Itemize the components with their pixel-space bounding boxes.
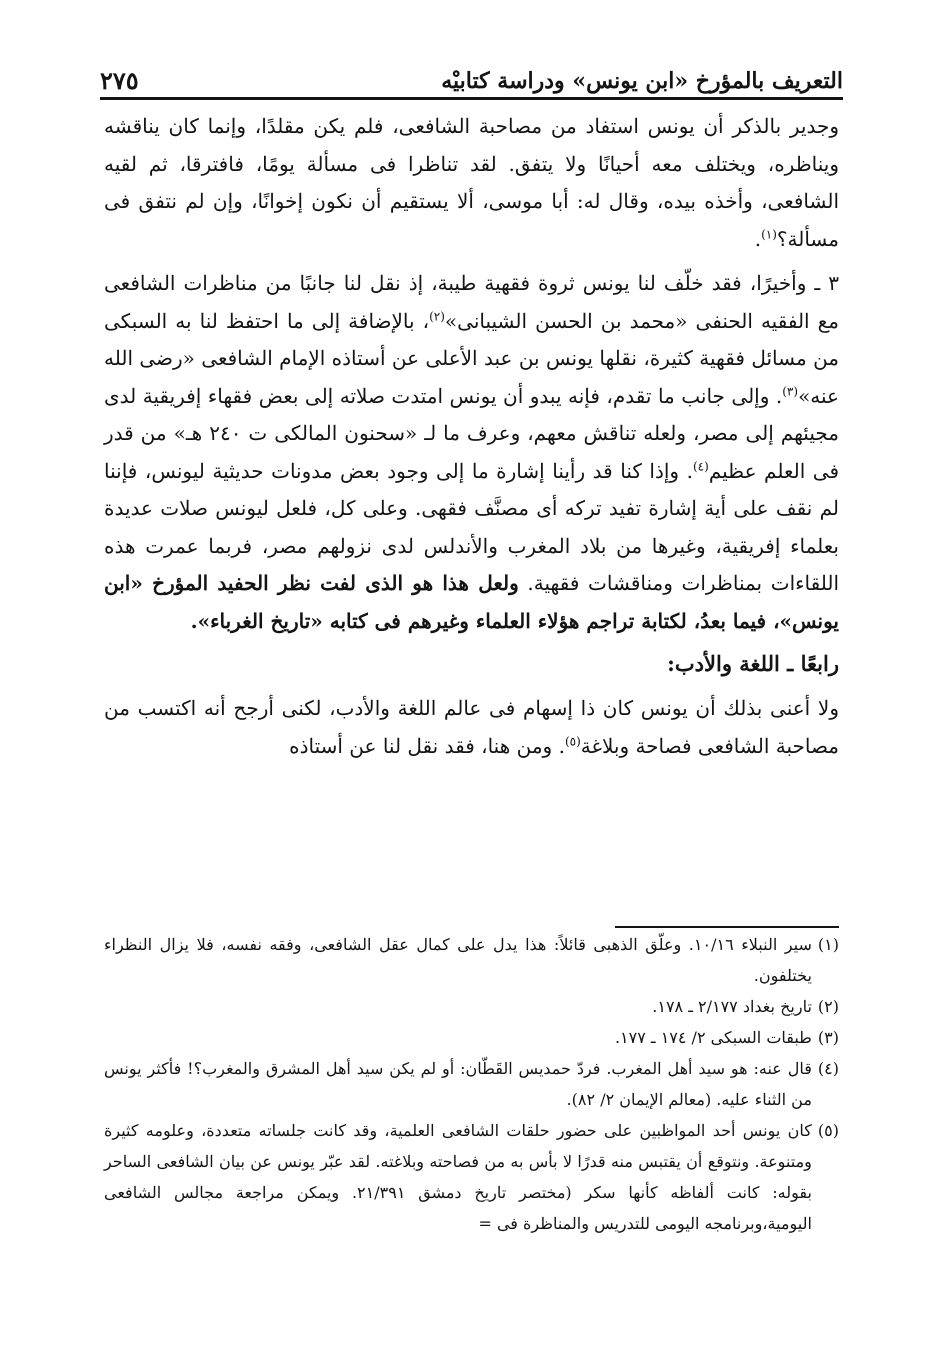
section-heading: رابعًا ـ اللغة والأدب: bbox=[667, 651, 839, 676]
paragraph-1-end: . bbox=[754, 226, 762, 251]
footnote-number: (٢) bbox=[817, 997, 839, 1016]
footnote-text: قال عنه: هو سيد أهل المغرب. فردّ حمديس القَطّان: أو لم يكن سيد أهل المشرق والمغرب؟! فأكثر يونس من الثناء عليه. (معالم الإيمان ٢/ ٨٢). bbox=[104, 1059, 812, 1109]
footnotes bbox=[104, 929, 839, 1239]
body-text bbox=[104, 108, 839, 765]
header-rule bbox=[100, 97, 843, 100]
footnote-ref-4: (٤) bbox=[692, 458, 709, 473]
footnote-text: سير النبلاء ١٠/١٦. وعلّق الذهبى قائلاً: هذا يدل على كمال عقل الشافعى، وفقه نفسه، فلا يزال النظراء يختلفون. bbox=[104, 935, 812, 985]
footnote-text: طبقات السبكى ٢/ ١٧٤ ـ ١٧٧. bbox=[614, 1028, 812, 1047]
footnote-number: (١) bbox=[817, 935, 839, 954]
footnote-2 bbox=[104, 991, 839, 1022]
footnote-4 bbox=[104, 1053, 839, 1115]
footnote-ref-2: (٢) bbox=[429, 308, 445, 323]
paragraph-1 bbox=[104, 108, 839, 258]
paragraph-2-text-c: . وإلى جانب ما تقدم، فإنه يبدو أن يونس امتدت صلاته إلى بعض فقهاء إفريقية لدى مجيئهم إلى مصر، ولعله تناقش معهم، وعرف ما لـ «سحنون المالكى ت ٢٤٠ هـ» من قدر فى العلم عظيم bbox=[104, 383, 839, 483]
footnote-separator bbox=[615, 926, 839, 928]
footnote-5 bbox=[104, 1115, 839, 1239]
paragraph-2 bbox=[104, 265, 839, 640]
paragraph-3-end: . ومن هنا، فقد نقل لنا عن أستاذه bbox=[289, 733, 565, 758]
page-number: ٢٧٥ bbox=[100, 66, 139, 95]
footnote-text: تاريخ بغداد ٢/١٧٧ ـ ١٧٨. bbox=[652, 997, 812, 1016]
paragraph-3 bbox=[104, 690, 839, 765]
paragraph-2-bold-text: ولعل هذا هو الذى لفت نظر الحفيد المؤرخ «ابن يونس»، فيما بعدُ، لكتابة تراجم هؤلاء العلماء وغيرهم فى كتابه «تاريخ الغرباء». bbox=[104, 571, 839, 633]
footnote-number: (٥) bbox=[817, 1121, 839, 1140]
footnote-1 bbox=[104, 929, 839, 991]
running-header bbox=[100, 52, 843, 96]
paragraph-1-text: وجدير بالذكر أن يونس استفاد من مصاحبة الشافعى، فلم يكن مقلدًا، وإنما كان يناقشه ويناظره، ويختلف معه أحيانًا ولا يتفق. لقد تناظرا فى مسألة يومًا، فافترقا، ثم لقيه الشافعى، وأخذه بيده، وقال له: أبا موسى، ألا يستقيم أن نكون إخوانًا، وإن لم نتفق فى مسألة؟ bbox=[104, 114, 839, 251]
footnote-number: (٣) bbox=[817, 1028, 839, 1047]
footnote-ref-5: (٥) bbox=[564, 733, 581, 748]
footnote-ref-3: (٣) bbox=[782, 383, 799, 398]
footnote-ref-1: (١) bbox=[761, 226, 777, 241]
footnote-number: (٤) bbox=[817, 1059, 839, 1078]
footnote-text: كان يونس أحد المواظبين على حضور حلقات الشافعى العلمية، وقد كانت جلساته متعددة، وعلومه كثيرة ومتنوعة. ونتوقع أن يقتبس منه قدرًا لا بأس به من فصاحته وبلاغته. لقد عبّر يونس عن بيان الشافعى الساحر بقوله: كانت ألفاظه كأنها سكر (مختصر تاريخ دمشق ٢١/٣٩١. ويمكن مراجعة مجالس الشافعى اليومية،وبرنامجه اليومى للتدريس والمناظرة فى = bbox=[104, 1121, 812, 1233]
paragraph-3-text: ولا أعنى بذلك أن يونس كان ذا إسهام فى عالم اللغة والأدب، لكنى أرجح أنه اكتسب من مصاحبة الشافعى فصاحة وبلاغة bbox=[104, 696, 839, 758]
header-title: التعريف بالمؤرخ «ابن يونس» ودراسة كتابيْه bbox=[441, 68, 843, 94]
footnote-3 bbox=[104, 1022, 839, 1053]
paragraph-2-text-a: ٣ ـ وأخيرًا، فقد خلّف لنا يونس ثروة فقهية طيبة، إذ نقل لنا جانبًا من مناظرات الشافعى مع الفقيه الحنفى «محمد بن الحسن الشيبانى» bbox=[104, 271, 839, 333]
paragraph-2-text-b: ، بالإضافة إلى ما احتفظ لنا به السبكى من مسائل فقهية كثيرة، نقلها يونس بن عبد الأعلى عن أستاذه الإمام الشافعى «رضى الله عنه» bbox=[104, 308, 839, 408]
paragraph-2-text-d: . وإذا كنا قد رأينا إشارة ما إلى وجود بعض مدونات حديثية ليونس، فإننا لم نقف على أية إشارة تفيد تركه أى مصنَّف فقهى. وعلى كل، فلعل ليونس صلات عديدة بعلماء إفريقية، وغيرها من بلاد المغرب والأندلس لدى نزولهم مصر، فربما عمرت هذه اللقاءات بمناظرات ومناقشات فقهية. bbox=[104, 458, 840, 595]
